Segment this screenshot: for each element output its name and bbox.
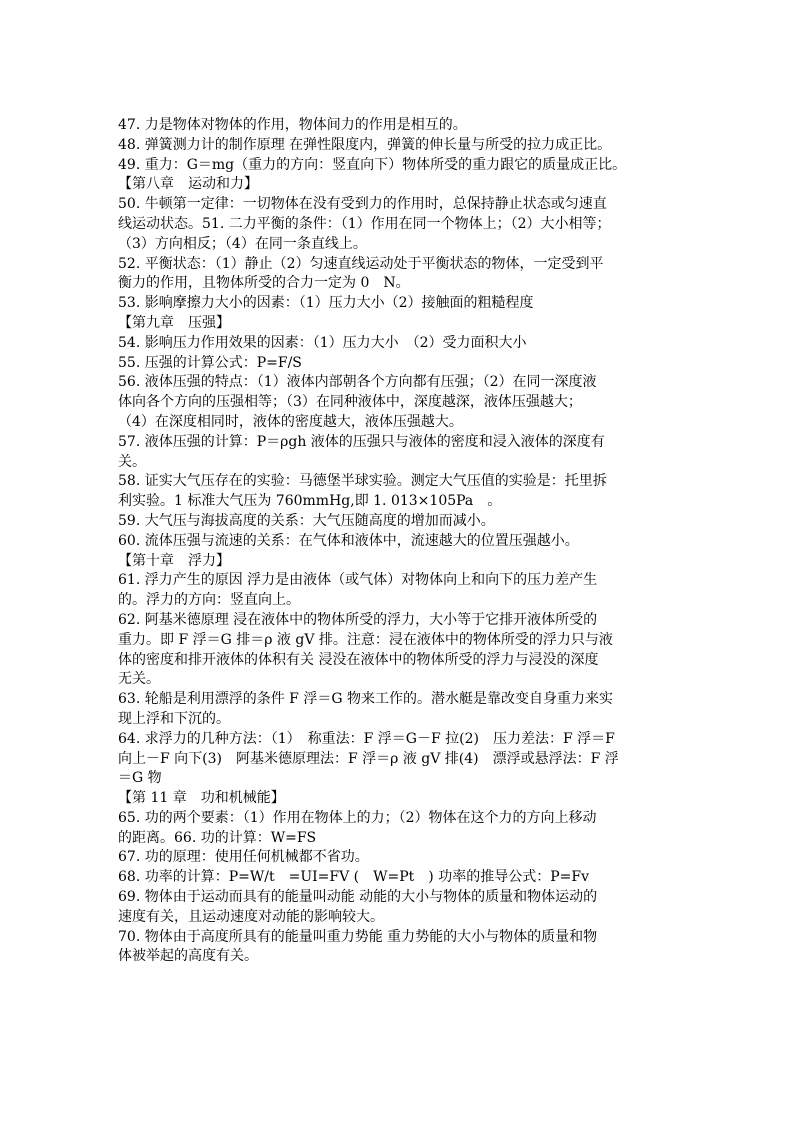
text-line: 54. 影响压力作用效果的因素：（1）压力大小 （2）受力面积大小 xyxy=(118,334,527,351)
text-line: 50. 牛顿第一定律：一切物体在没有受到力的作用时，总保持静止状态或匀速直 xyxy=(118,196,607,213)
text-line: 61. 浮力产生的原因 浮力是由液体（或气体）对物体向上和向下的压力差产生 xyxy=(118,572,598,589)
text-line: 体的密度和排开液体的体积有关 浸没在液体中的物体所受的浮力与浸没的深度 xyxy=(118,651,599,668)
text-line: 58. 证实大气压存在的实验：马德堡半球实验。测定大气压值的实验是：托里拆 xyxy=(118,473,607,490)
chapter-heading: 【第八章 运动和力】 xyxy=(118,176,258,193)
text-line: 现上浮和下沉的。 xyxy=(118,710,230,727)
text-line: 利实验。1 标准大气压为 760mmHg,即 1. 013×105Pa 。 xyxy=(118,493,502,510)
text-line: 体向各个方向的压强相等；（3）在同种液体中，深度越深，液体压强越大； xyxy=(118,394,582,411)
text-line: ＝G 物 xyxy=(118,770,162,787)
text-line: 60. 流体压强与流速的关系：在气体和液体中，流速越大的位置压强越小。 xyxy=(118,532,579,549)
chapter-heading: 【第十章 浮力】 xyxy=(118,552,230,569)
text-line: 的距离。66. 功的计算：W=FS xyxy=(118,829,317,846)
text-line: 70. 物体由于高度所具有的能量叫重力势能 重力势能的大小与物体的质量和物 xyxy=(118,928,598,945)
text-line: 63. 轮船是利用漂浮的条件 F 浮＝G 物来工作的。潜水艇是靠改变自身重力来实 xyxy=(118,691,613,708)
text-line: 向上－F 向下(3) 阿基米德原理法：F 浮＝ρ 液 gV 排(4) 漂浮或悬浮法：F 浮 xyxy=(118,750,619,767)
text-line: 62. 阿基米德原理 浸在液体中的物体所受的浮力，大小等于它排开液体所受的 xyxy=(118,611,598,628)
text-line: 49. 重力：G＝mg（重力的方向：竖直向下）物体所受的重力跟它的质量成正比。 xyxy=(118,156,627,173)
text-line: 体被举起的高度有关。 xyxy=(118,948,258,965)
text-line: 53. 影响摩擦力大小的因素：（1）压力大小（2）接触面的粗糙程度 xyxy=(118,295,534,312)
text-line: 64. 求浮力的几种方法：（1） 称重法：F 浮＝G－F 拉(2) 压力差法：F 浮＝F xyxy=(118,730,615,747)
text-line: 的。浮力的方向：竖直向上。 xyxy=(118,592,300,609)
text-line: 59. 大气压与海拔高度的关系：大气压随高度的增加而减小。 xyxy=(118,512,495,529)
text-line: 56. 液体压强的特点：（1）液体内部朝各个方向都有压强；（2）在同一深度液 xyxy=(118,374,597,391)
text-line: （3）方向相反；（4）在同一条直线上。 xyxy=(118,235,367,252)
text-line: 48. 弹簧测力计的制作原理 在弹性限度内，弹簧的伸长量与所受的拉力成正比。 xyxy=(118,136,612,153)
text-line: 57. 液体压强的计算：P＝ρgh 液体的压强只与液体的密度和浸入液体的深度有 xyxy=(118,433,605,450)
text-line: 关。 xyxy=(118,453,146,470)
text-line: 68. 功率的计算：P=W/t =UI=FV ( W=Pt ) 功率的推导公式：P=Fv xyxy=(118,869,589,886)
chapter-heading: 【第九章 压强】 xyxy=(118,314,230,331)
text-line: 速度有关，且运动速度对动能的影响较大。 xyxy=(118,908,384,925)
text-line: 55. 压强的计算公式：P=F/S xyxy=(118,354,302,371)
text-line: 衡力的作用，且物体所受的合力一定为 0 N。 xyxy=(118,275,410,292)
chapter-heading: 【第 11 章 功和机械能】 xyxy=(118,790,285,807)
text-line: 69. 物体由于运动而具有的能量叫动能 动能的大小与物体的质量和物体运动的 xyxy=(118,889,598,906)
text-line: 重力。即 F 浮＝G 排＝ρ 液 gV 排。注意：浸在液体中的物体所受的浮力只与液 xyxy=(118,631,613,648)
text-line: 65. 功的两个要素：（1）作用在物体上的力；（2）物体在这个力的方向上移动 xyxy=(118,809,597,826)
text-line: （4）在深度相同时，液体的密度越大，液体压强越大。 xyxy=(118,413,463,430)
text-line: 67. 功的原理：使用任何机械都不省功。 xyxy=(118,849,369,866)
text-line: 无关。 xyxy=(118,671,160,688)
document-body xyxy=(118,116,678,967)
text-line: 52. 平衡状态：（1）静止（2）匀速直线运动处于平衡状态的物体，一定受到平 xyxy=(118,255,604,272)
text-line: 线运动状态。51. 二力平衡的条件：（1）作用在同一个物体上；（2）大小相等； xyxy=(118,215,611,232)
text-line: 47. 力是物体对物体的作用，物体间力的作用是相互的。 xyxy=(118,117,467,133)
